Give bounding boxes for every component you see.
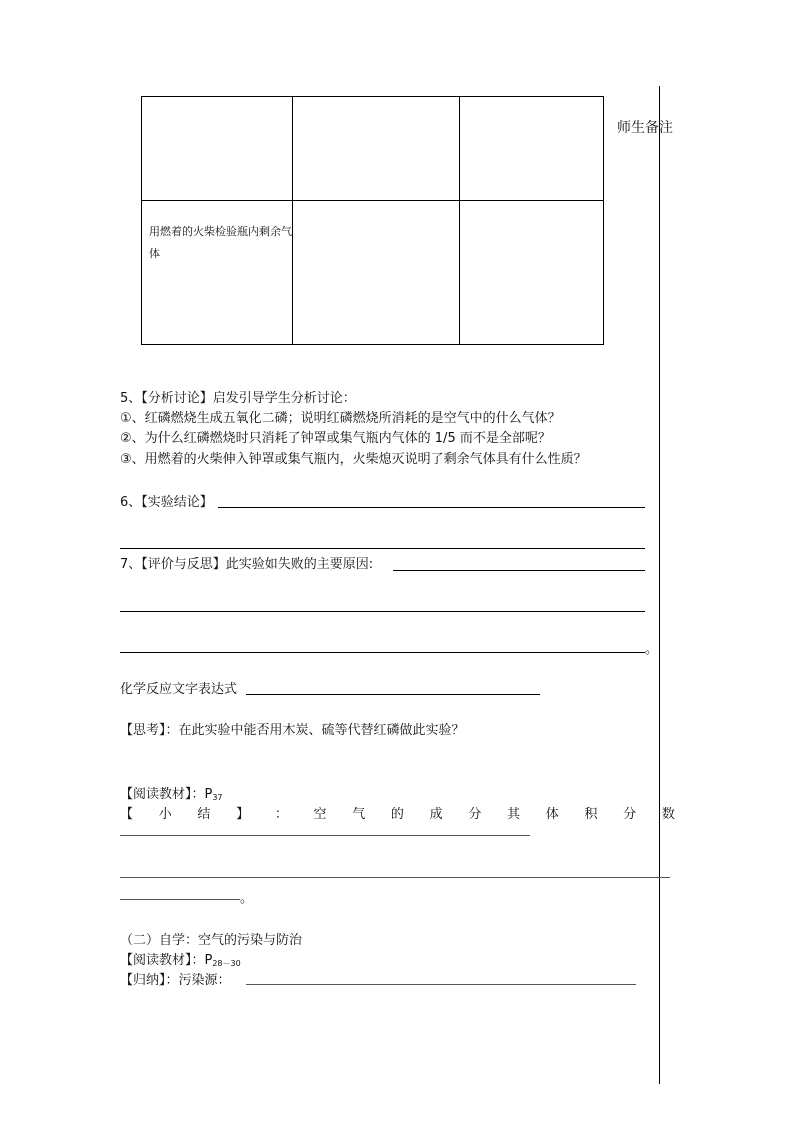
- section5-q1: ①、红磷燃烧生成五氧化二磷；说明红磷燃烧所消耗的是空气中的什么气体？: [120, 411, 561, 426]
- summary-char: 分: [468, 807, 482, 822]
- section7-end-mark: 。: [645, 642, 659, 657]
- summary-char: 其: [507, 807, 521, 822]
- conclusion-blank-2[interactable]: [120, 548, 645, 549]
- summary-char: 成: [429, 807, 443, 822]
- induce-label: 【归纳】：污染源：: [120, 973, 231, 988]
- summary-char: 【: [120, 807, 134, 822]
- table-row-divider: [142, 200, 603, 201]
- experiment-table: [141, 96, 604, 345]
- section7-label: 7、【评价与反思】此实验如失败的主要原因:: [120, 557, 374, 572]
- conclusion-blank-1[interactable]: [218, 507, 645, 508]
- summary-end-mark: 。: [240, 891, 254, 906]
- table-col-divider-2: [459, 97, 460, 344]
- section5-title: 5、【分析讨论】启发引导学生分析讨论：: [120, 391, 356, 406]
- side-note: 师生备注: [617, 120, 673, 136]
- table-cell-row2-col1: 用燃着的火柴检验瓶内剩余气体: [149, 225, 292, 260]
- pollution-source-blank[interactable]: [246, 984, 636, 985]
- summary-dash-1[interactable]: [120, 835, 530, 836]
- summary-char: 气: [352, 807, 366, 822]
- summary-dash-3[interactable]: [120, 899, 240, 900]
- summary-char: 小: [158, 807, 172, 822]
- reading-label-1-text: 【阅读教材】：P: [120, 787, 213, 802]
- summary-char: 体: [545, 807, 559, 822]
- summary-char: 空: [313, 807, 327, 822]
- summary-char: 的: [390, 807, 404, 822]
- summary-dash-2[interactable]: [120, 877, 670, 878]
- section5-q2: ②、为什么红磷燃烧时只消耗了钟罩或集气瓶内气体的 1/5 而不是全部呢？: [120, 431, 551, 446]
- summary-char: ：: [274, 807, 288, 822]
- summary-char: 结: [197, 807, 211, 822]
- reflection-blank-3[interactable]: [120, 652, 645, 653]
- reading-label-2-text: 【阅读教材】：P: [120, 953, 213, 968]
- equation-label: 化学反应文字表达式: [120, 682, 238, 697]
- summary-char: 分: [623, 807, 637, 822]
- margin-divider: [659, 86, 660, 1084]
- section5-q3: ③、用燃着的火柴伸入钟罩或集气瓶内，火柴熄灭说明了剩余气体具有什么性质？: [120, 452, 587, 467]
- part2-title: （二）自学：空气的污染与防治: [120, 933, 303, 948]
- equation-blank[interactable]: [246, 694, 540, 695]
- summary-line: [120, 805, 675, 825]
- reading-page-1: 37: [212, 793, 223, 802]
- think-question: 【思考】：在此实验中能否用木炭、硫等代替红磷做此实验？: [120, 723, 465, 738]
- summary-char: 积: [584, 807, 598, 822]
- section6-label: 6、【实验结论】: [120, 495, 213, 510]
- reading-page-2: 28－30: [212, 959, 241, 968]
- summary-char: 】: [236, 807, 250, 822]
- reflection-blank-2[interactable]: [120, 611, 645, 612]
- reflection-blank-1[interactable]: [393, 570, 645, 571]
- summary-char: 数: [661, 807, 675, 822]
